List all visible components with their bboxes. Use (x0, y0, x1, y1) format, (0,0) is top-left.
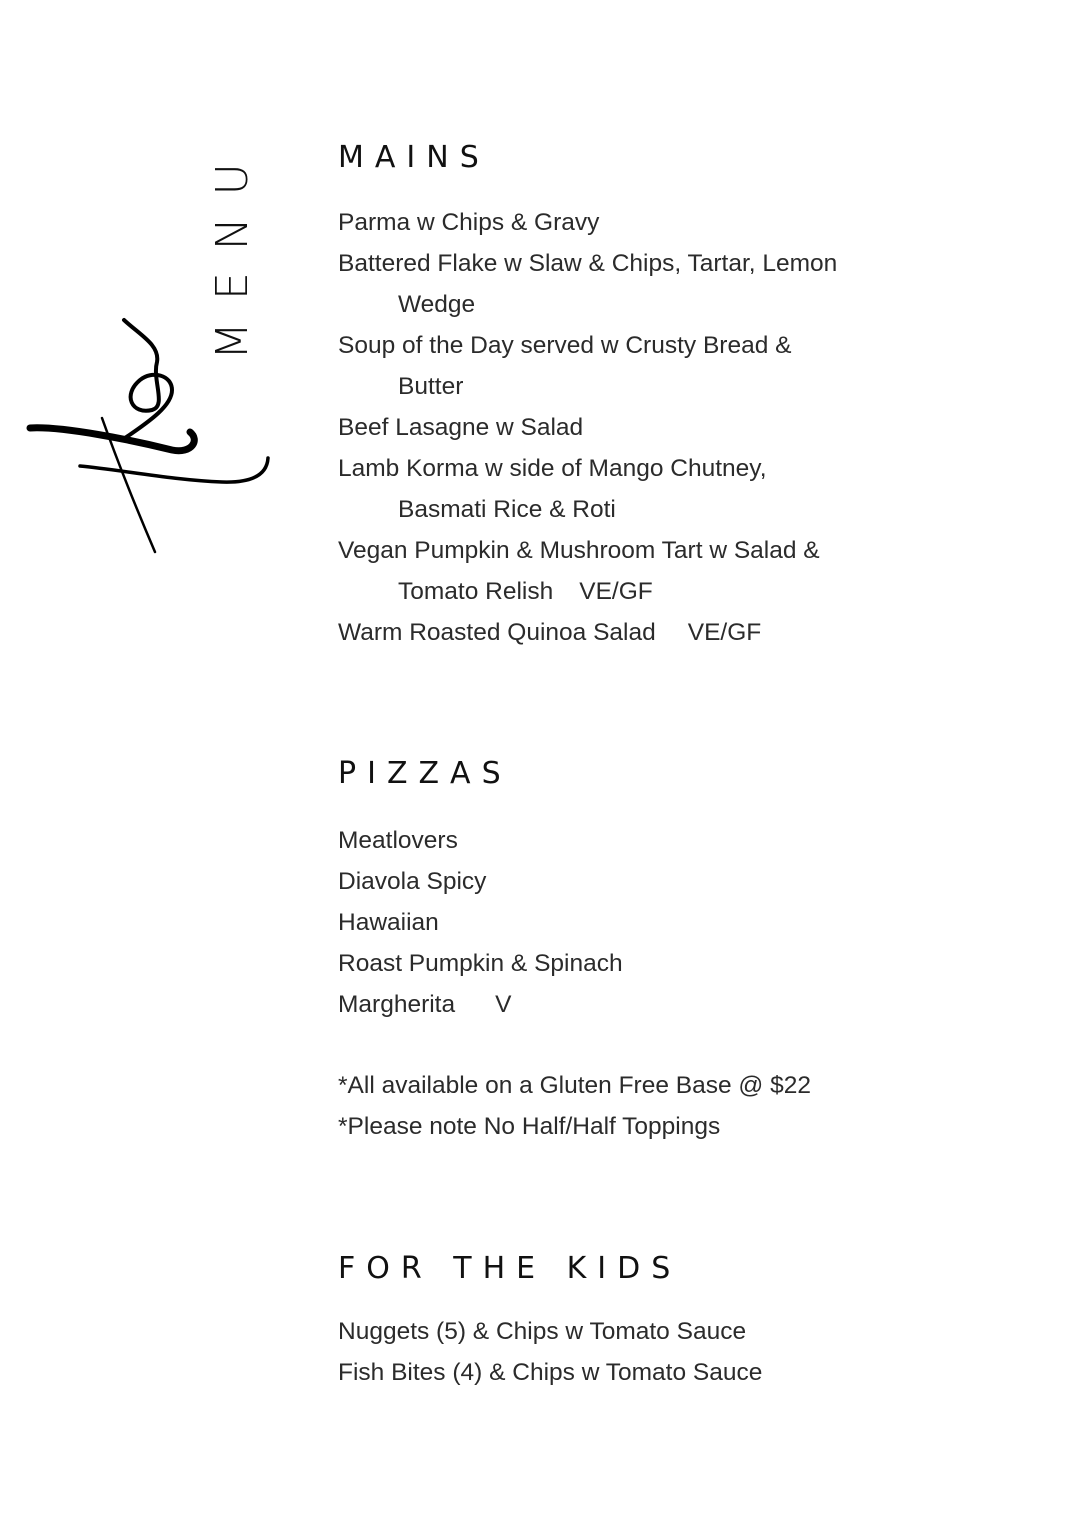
section-mains (338, 140, 898, 669)
menu-item (338, 1311, 898, 1352)
item-name: Lamb Korma w side of Mango Chutney, (338, 455, 767, 482)
menu-item (338, 530, 898, 612)
section-pizzas (338, 756, 898, 1147)
pizza-notes (338, 1065, 898, 1147)
item-name: Nuggets (5) & Chips w Tomato Sauce (338, 1318, 747, 1345)
menu-item (338, 407, 898, 448)
menu-item (338, 202, 898, 243)
kids-list (338, 1311, 898, 1393)
menu-item (338, 325, 898, 407)
menu-vertical-title: MENU (207, 141, 258, 360)
item-name: Margherita (338, 991, 456, 1018)
dietary-tag: V (495, 991, 512, 1018)
menu-item (338, 448, 898, 530)
menu-item (338, 943, 898, 984)
item-name-continued: Wedge (398, 291, 476, 318)
menu-item (338, 902, 898, 943)
note-gluten-free: *All available on a Gluten Free Base @ $22 (338, 1072, 811, 1099)
item-name: Soup of the Day served w Crusty Bread & (338, 332, 792, 359)
item-name: Diavola Spicy (338, 868, 487, 895)
section-title-pizzas: PIZZAS (338, 756, 512, 791)
menu-item (338, 1352, 898, 1393)
menu-item (338, 820, 898, 861)
item-name-text: Tomato Relish (398, 578, 554, 605)
dietary-tag: VE/GF (579, 578, 653, 605)
item-name: Parma w Chips & Gravy (338, 209, 600, 236)
item-name: Hawaiian (338, 909, 439, 936)
dietary-tag: VE/GF (687, 619, 762, 646)
item-name: Roast Pumpkin & Spinach (338, 950, 623, 977)
menu-item (338, 861, 898, 902)
item-name: Meatlovers (338, 827, 458, 854)
section-title-mains: MAINS (338, 140, 490, 175)
section-kids (338, 1251, 898, 1409)
item-name: Warm Roasted Quinoa Salad (338, 619, 656, 646)
menu-item (338, 243, 898, 325)
item-name-continued: Basmati Rice & Roti (398, 496, 616, 523)
section-title-kids: FOR THE KIDS (338, 1251, 682, 1286)
item-name-continued: Butter (398, 373, 464, 400)
item-name: Fish Bites (4) & Chips w Tomato Sauce (338, 1359, 763, 1386)
menu-item (338, 984, 898, 1025)
item-name: Beef Lasagne w Salad (338, 414, 584, 441)
pizzas-list (338, 820, 898, 1025)
menu-item (338, 612, 898, 653)
mains-list (338, 202, 898, 653)
item-name: Vegan Pumpkin & Mushroom Tart w Salad & (338, 537, 820, 564)
item-name: Battered Flake w Slaw & Chips, Tartar, Lemon (338, 250, 838, 277)
note-no-half-half: *Please note No Half/Half Toppings (338, 1113, 721, 1140)
item-name-continued (338, 571, 898, 612)
